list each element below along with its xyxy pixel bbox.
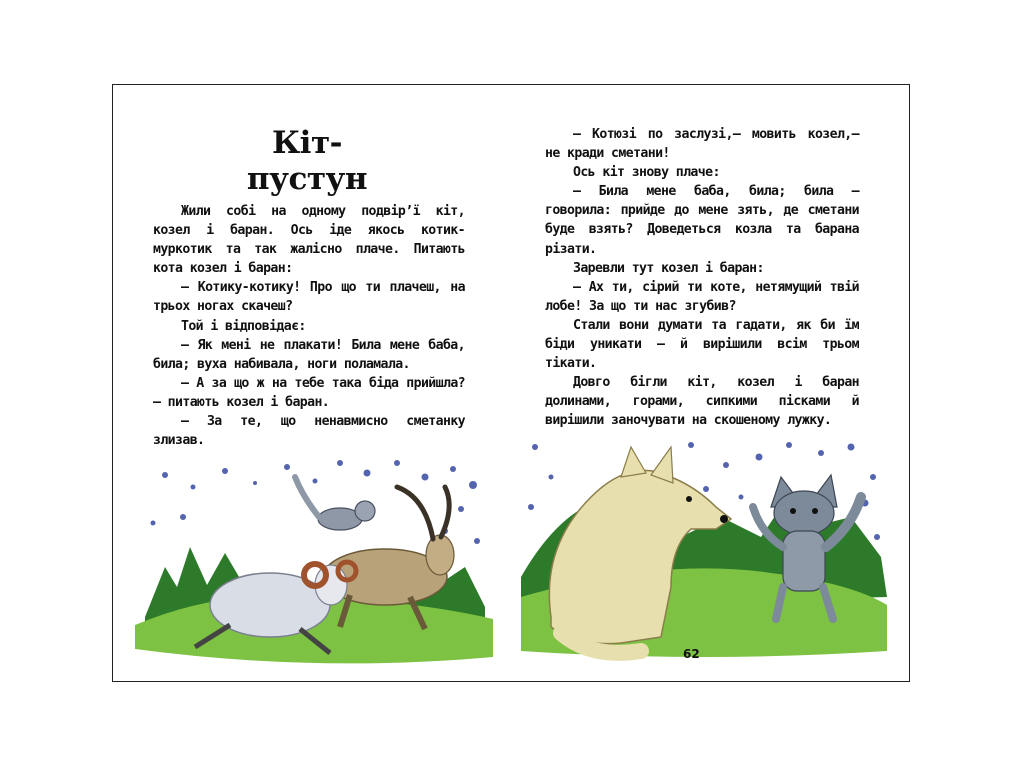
story-title: Кіт-пустун	[246, 125, 368, 197]
left-text-column	[153, 202, 465, 450]
paragraph: — Била мене баба, била; била — говорила: прийде до мене зять, де сметани буде взять? Доведеться козла та барана різати.	[545, 184, 859, 257]
paragraph: Стали вони думати та гадати, як би їм біди уникати — й вирішили всім трьом тікати.	[545, 317, 859, 372]
wolf-and-cat-illustration	[521, 437, 887, 663]
paragraph: — Котику-котику! Про що ти плачеш, на трьох ногах скачеш?	[153, 280, 465, 315]
paragraph: — Ах ти, сірий ти коте, нетямущий твій лобе! За що ти нас згубив?	[545, 279, 859, 314]
paragraph: Довго бігли кіт, козел і баран долинами, горами, сипкими пісками й вирішили заночувати на скошеному лужку.	[545, 375, 859, 429]
right-text-column	[545, 125, 859, 431]
cat-on-goat	[295, 477, 375, 530]
paragraph: Той і відповідає:	[181, 318, 306, 334]
paragraph: — Як мені не плакати! Била мене баба, била; вуха набивала, ноги поламала.	[153, 337, 465, 372]
paragraph: Заревли тут козел і баран:	[573, 260, 764, 276]
cat-goat-ram-illustration	[135, 457, 493, 667]
page-number: 62	[683, 647, 700, 661]
paragraph: — Котюзі по заслузі,— мовить козел,— не кради сметани!	[545, 127, 859, 162]
paragraph: — А за що ж на тебе така біда прийшла? — питають козел і баран.	[153, 375, 465, 410]
paragraph: Жили собі на одному подвір’ї кіт, козел і баран. Ось іде якось котик-муркотик та так жалісно плаче. Питають кота козел і баран:	[153, 204, 465, 277]
paragraph: Ось кіт знову плаче:	[573, 165, 720, 181]
paragraph: — За те, що ненавмисно сметанку злизав.	[153, 414, 465, 449]
book-spread	[112, 84, 910, 682]
